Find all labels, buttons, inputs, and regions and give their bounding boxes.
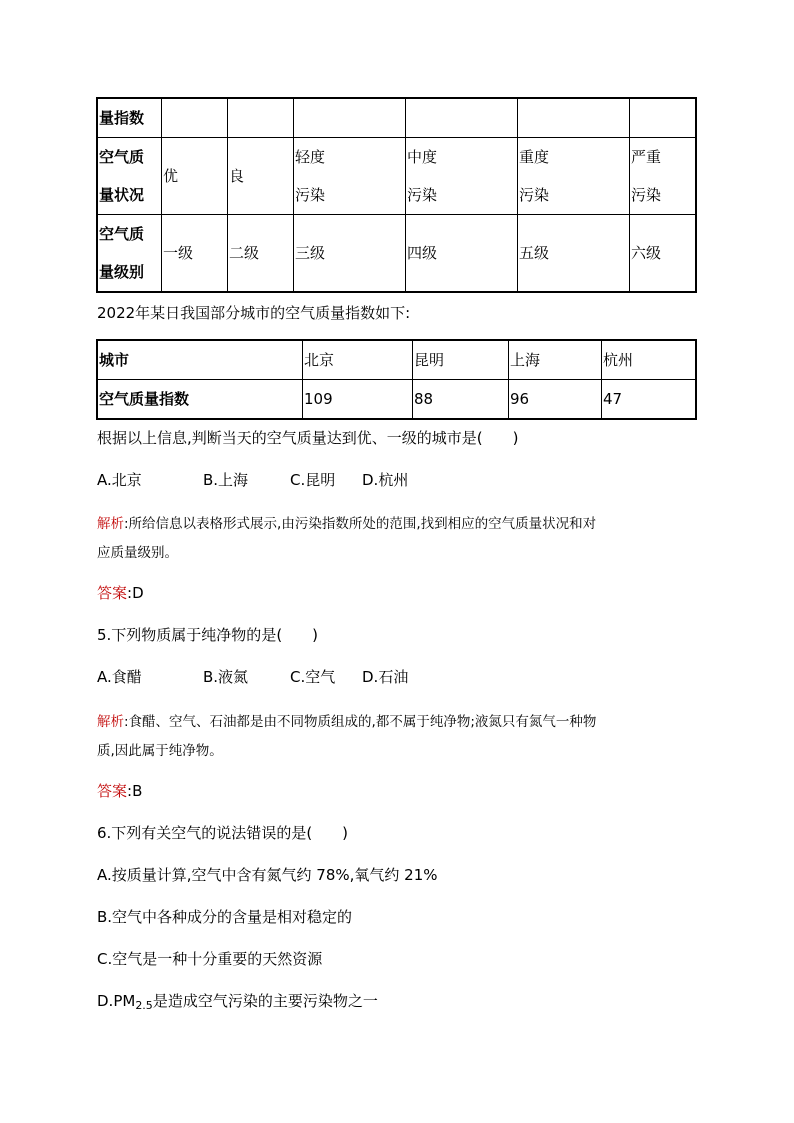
table-cell <box>228 98 294 138</box>
q6-option-d: $D.PM_{2.5}$是造成空气污染的主要污染物之一 <box>97 992 378 1012</box>
table-cell: 空气质量指数 <box>97 380 303 420</box>
table-cell <box>630 98 697 138</box>
table-cell: 空气质 量状况 <box>97 138 162 215</box>
table-cell: 中度 污染 <box>406 138 518 215</box>
table-row <box>97 380 696 420</box>
q5-stem: 5.下列物质属于纯净物的是( ) <box>97 626 319 644</box>
table-cell: 二级 <box>228 215 294 293</box>
table-cell <box>294 98 406 138</box>
option-c: C.昆明 <box>290 471 336 489</box>
q6-option-a: A.按质量计算,空气中含有氮气约 78%,氧气约 21% <box>97 866 438 884</box>
table-cell: 47 <box>602 380 697 420</box>
table-cell: 六级 <box>630 215 697 293</box>
q4-options <box>97 469 408 490</box>
table-row <box>97 215 696 293</box>
q5-analysis-line1: 解析:食醋、空气、石油都是由不同物质组成的,都不属于纯净物;液氮只有氮气一种物 <box>97 714 597 730</box>
q4-answer: 答案:D <box>97 584 144 602</box>
table-cell: 严重 污染 <box>630 138 697 215</box>
table-cell: 杭州 <box>602 340 697 380</box>
table-cell: 空气质 量级别 <box>97 215 162 293</box>
table-row <box>97 340 696 380</box>
aqi-level-table <box>96 97 697 293</box>
intro-text: 2022年某日我国部分城市的空气质量指数如下: <box>97 304 411 322</box>
table-row <box>97 98 696 138</box>
table-cell <box>162 98 228 138</box>
option-d: D.杭州 <box>362 471 409 489</box>
q4-analysis-line1: 解析:所给信息以表格形式展示,由污染指数所处的范围,找到相应的空气质量状况和对 <box>97 516 597 532</box>
table-cell: 四级 <box>406 215 518 293</box>
table-cell: 109 <box>303 380 413 420</box>
option-b: B.上海 <box>203 471 249 489</box>
q4-stem: 根据以上信息,判断当天的空气质量达到优、一级的城市是( ) <box>97 429 519 447</box>
table-cell: 三级 <box>294 215 406 293</box>
q5-options <box>97 666 408 687</box>
q4-analysis-line2: 应质量级别。 <box>97 545 178 561</box>
table-cell: 量指数 <box>97 98 162 138</box>
table-cell: 重度 污染 <box>518 138 630 215</box>
table-cell <box>518 98 630 138</box>
table-cell: 上海 <box>509 340 602 380</box>
table-cell: 良 <box>228 138 294 215</box>
table-cell: 一级 <box>162 215 228 293</box>
q6-option-b: B.空气中各种成分的含量是相对稳定的 <box>97 908 353 926</box>
table-cell: 昆明 <box>413 340 509 380</box>
table-cell: 轻度 污染 <box>294 138 406 215</box>
table-cell: 北京 <box>303 340 413 380</box>
table-cell <box>406 98 518 138</box>
q5-analysis-line2: 质,因此属于纯净物。 <box>97 743 223 759</box>
table-cell: 优 <box>162 138 228 215</box>
q6-option-c: C.空气是一种十分重要的天然资源 <box>97 950 323 968</box>
option-d: D.石油 <box>362 668 409 686</box>
option-b: B.液氮 <box>203 668 249 686</box>
option-c: C.空气 <box>290 668 336 686</box>
option-a: A.食醋 <box>97 668 142 686</box>
city-aqi-table <box>96 339 697 420</box>
option-a: A.北京 <box>97 471 142 489</box>
table-cell: 96 <box>509 380 602 420</box>
table-cell: 城市 <box>97 340 303 380</box>
q6-stem: 6.下列有关空气的说法错误的是( ) <box>97 824 349 842</box>
table-cell: 88 <box>413 380 509 420</box>
table-row <box>97 138 696 215</box>
table-cell: 五级 <box>518 215 630 293</box>
q5-answer: 答案:B <box>97 782 143 800</box>
